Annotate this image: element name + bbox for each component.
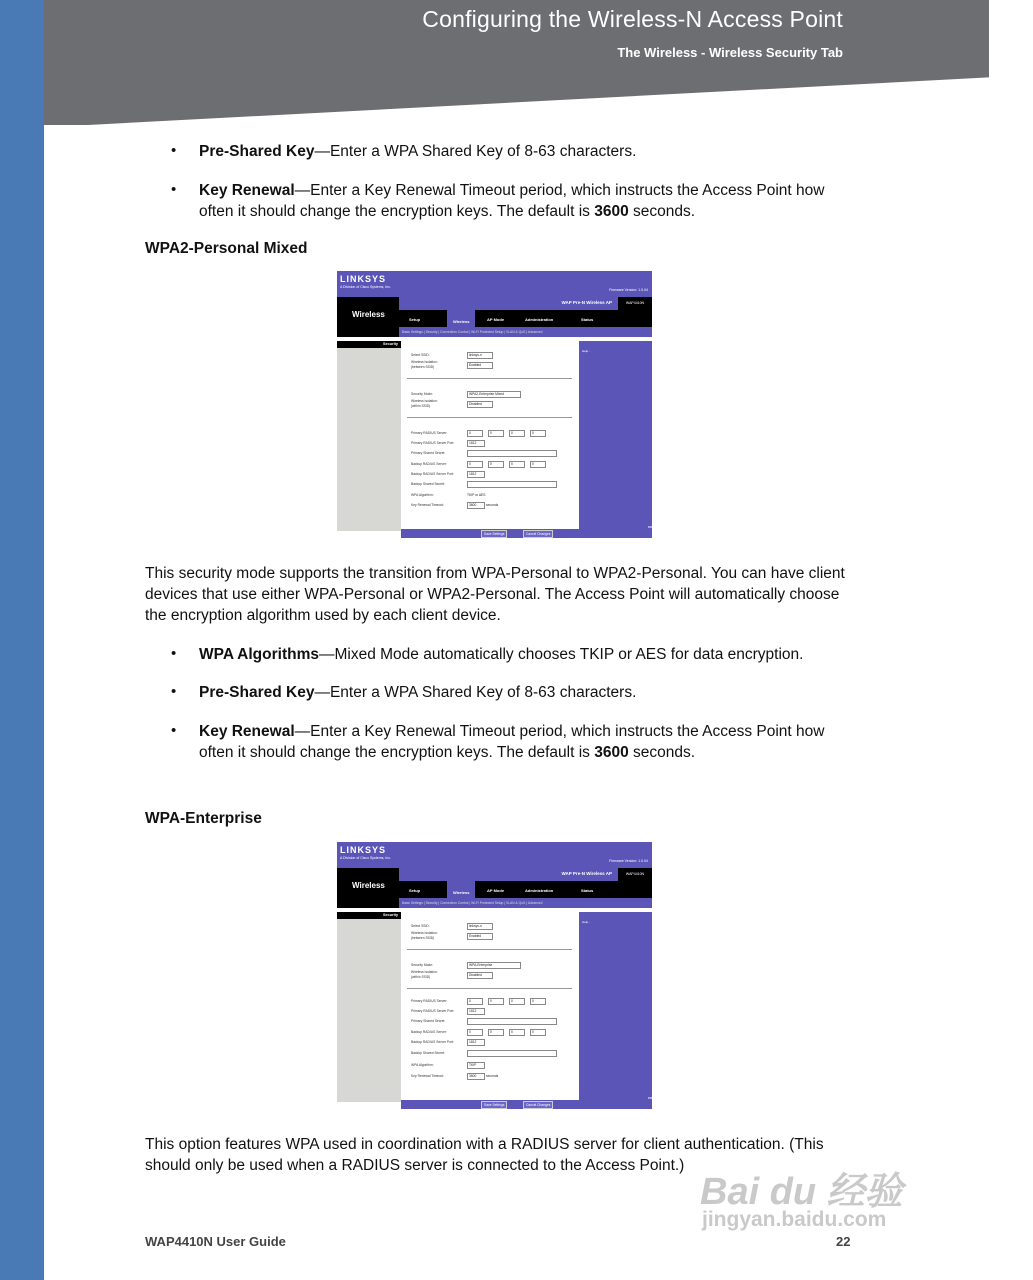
select-isolation-between[interactable]: Enabled: [467, 933, 493, 940]
input-backup-radius-3[interactable]: 0: [509, 461, 525, 468]
paragraph-wpa-enterprise: This option features WPA used in coordination with a RADIUS server for client authentication. (This should only be used when a RADIUS server is connected to the Access Point.): [145, 1136, 824, 1174]
label-isolation-between: Wireless Isolation:: [411, 360, 438, 364]
input-primary-radius-1[interactable]: 0: [467, 998, 483, 1005]
label-backup-radius-port: Backup RADIUS Server Port:: [411, 1040, 454, 1044]
security-label: Security: [337, 912, 401, 919]
input-primary-radius-3[interactable]: 0: [509, 430, 525, 437]
input-primary-radius-2[interactable]: 0: [488, 998, 504, 1005]
label-backup-radius: Backup RADIUS Server:: [411, 462, 447, 466]
select-wpa-algorithm[interactable]: TKIP: [467, 1062, 485, 1069]
select-security-mode[interactable]: WPA-Enterprise: [467, 962, 521, 969]
logo-subtitle: A Division of Cisco Systems, Inc.: [340, 856, 391, 860]
label-isolation-within-sub: (within SSID): [411, 975, 431, 979]
baidu-watermark: Bai du 经验: [700, 1171, 903, 1213]
linksys-header: [337, 842, 652, 868]
input-primary-radius-3[interactable]: 0: [509, 998, 525, 1005]
input-backup-radius-3[interactable]: 0: [509, 1029, 525, 1036]
save-settings-button[interactable]: Save Settings: [481, 1101, 507, 1109]
input-primary-radius-port[interactable]: 1812: [467, 440, 485, 447]
label-backup-radius: Backup RADIUS Server:: [411, 1030, 447, 1034]
tab-setup[interactable]: Setup: [409, 888, 421, 893]
footer-page-number: 22: [836, 1234, 851, 1249]
label-backup-radius-port: Backup RADIUS Server Port:: [411, 472, 454, 476]
input-backup-radius-1[interactable]: 0: [467, 461, 483, 468]
label-isolation-between-sub: (between SSID): [411, 936, 435, 940]
input-primary-secret[interactable]: [467, 450, 557, 457]
label-isolation-within-sub: (within SSID): [411, 404, 431, 408]
select-isolation-within[interactable]: Disabled: [467, 972, 493, 979]
label-wpa-algorithm: WPA Algorithm:: [411, 493, 434, 497]
bullet-dot: •: [171, 645, 177, 662]
select-security-mode[interactable]: WPA2-Enterprise Mixed: [467, 391, 521, 398]
bullet-dot: •: [171, 142, 177, 159]
screenshot-wpa-enterprise: [337, 842, 659, 1110]
bullet-dot: •: [171, 722, 177, 739]
input-backup-radius-4[interactable]: 0: [530, 1029, 546, 1036]
input-key-renewal[interactable]: 3600: [467, 1073, 485, 1080]
main-tabs: [399, 310, 652, 327]
bullet-dot: •: [171, 181, 177, 198]
input-primary-radius-4[interactable]: 0: [530, 430, 546, 437]
left-grey-column: [337, 348, 401, 531]
tab-ap-mode[interactable]: AP Mode: [487, 888, 505, 893]
input-backup-secret[interactable]: [467, 1050, 557, 1057]
settings-panel: [401, 912, 579, 1102]
baidu-watermark-url: jingyan.baidu.com: [702, 1208, 887, 1231]
seconds-unit: seconds: [486, 503, 499, 507]
label-isolation-within: Wireless Isolation:: [411, 399, 438, 403]
tab-status[interactable]: Status: [581, 888, 594, 893]
value-wpa-algorithm: TKIP or AES: [467, 493, 486, 497]
tab-administration[interactable]: Administration: [525, 888, 554, 893]
paragraph-wpa2-mixed: This security mode supports the transition from WPA-Personal to WPA2-Personal. You can have client devices that use either WPA-Personal or WPA2-Personal. The Access Point will automatically choose the encryption algorithm used by each client device.: [145, 565, 845, 624]
product-bar: [399, 297, 652, 310]
section-heading-wpa2-personal-mixed: WPA2-Personal Mixed: [145, 240, 308, 257]
button-bar: [401, 1100, 652, 1109]
security-label: Security: [337, 341, 401, 348]
label-primary-radius: Primary RADIUS Server:: [411, 431, 448, 435]
input-backup-radius-port[interactable]: 1812: [467, 1039, 485, 1046]
screenshot-wpa2-personal-mixed: [337, 271, 659, 539]
product-bar: [399, 868, 652, 881]
product-name: WAP Pre-N Wireless AP: [561, 871, 612, 876]
label-backup-secret: Backup Shared Secret:: [411, 482, 445, 486]
select-ssid[interactable]: linksys-n: [467, 352, 493, 359]
tab-status[interactable]: Status: [581, 317, 594, 322]
label-ssid: Select SSID:: [411, 353, 430, 357]
select-isolation-within[interactable]: Disabled: [467, 401, 493, 408]
label-security-mode: Security Mode:: [411, 392, 433, 396]
bullet-wpa-algorithms: WPA Algorithms—Mixed Mode automatically chooses TKIP or AES for data encryption.: [199, 646, 804, 663]
save-settings-button[interactable]: Save Settings: [481, 530, 507, 538]
sub-tab-links[interactable]: Basic Settings | Security | Connection Control | Wi-Fi Protected Setup | VLAN & QoS | Advanced: [402, 330, 543, 334]
divider: [407, 417, 572, 418]
linksys-logo: LINKSYS: [340, 274, 387, 284]
input-backup-radius-port[interactable]: 1812: [467, 471, 485, 478]
bullet-key-renewal: Key Renewal—Enter a Key Renewal Timeout period, which instructs the Access Point how often it should change the encryption keys. The default is 3600 seconds.: [199, 182, 825, 220]
label-primary-secret: Primary Shared Secret:: [411, 1019, 446, 1023]
sub-tab-links[interactable]: Basic Settings | Security | Connection Control | Wi-Fi Protected Setup | VLAN & QoS | Advanced: [402, 901, 543, 905]
section-label-block: Wireless: [337, 297, 399, 337]
tab-setup[interactable]: Setup: [409, 317, 421, 322]
input-backup-secret[interactable]: [467, 481, 557, 488]
model-number: WAP4410N: [618, 297, 652, 310]
label-primary-secret: Primary Shared Secret:: [411, 451, 446, 455]
input-primary-radius-1[interactable]: 0: [467, 430, 483, 437]
label-primary-radius: Primary RADIUS Server:: [411, 999, 448, 1003]
label-wpa-algorithm: WPA Algorithm:: [411, 1063, 434, 1067]
page-header-title: Configuring the Wireless-N Access Point: [422, 6, 843, 32]
input-primary-radius-4[interactable]: 0: [530, 998, 546, 1005]
logo-subtitle: A Division of Cisco Systems, Inc.: [340, 285, 391, 289]
select-ssid[interactable]: linksys-n: [467, 923, 493, 930]
input-primary-secret[interactable]: [467, 1018, 557, 1025]
bullet-preshared-key-2: Pre-Shared Key—Enter a WPA Shared Key of 8-63 characters.: [199, 684, 637, 701]
select-isolation-between[interactable]: Enabled: [467, 362, 493, 369]
main-tabs: [399, 881, 652, 898]
bullet-dot: •: [171, 683, 177, 700]
linksys-header: [337, 271, 652, 297]
product-name: WAP Pre-N Wireless AP: [561, 300, 612, 305]
label-backup-secret: Backup Shared Secret:: [411, 1051, 445, 1055]
label-primary-radius-port: Primary RADIUS Server Port:: [411, 441, 455, 445]
cancel-changes-button[interactable]: Cancel Changes: [523, 530, 553, 538]
help-link[interactable]: Help...: [582, 920, 591, 924]
firmware-version: Firmware Version: 1.0.04: [609, 859, 648, 863]
footer-guide-name: WAP4410N User Guide: [145, 1234, 286, 1249]
page-header-subtitle: The Wireless - Wireless Security Tab: [617, 45, 843, 60]
input-key-renewal[interactable]: 3600: [467, 502, 485, 509]
tab-wireless[interactable]: Wireless: [447, 881, 475, 898]
input-primary-radius-2[interactable]: 0: [488, 430, 504, 437]
input-primary-radius-port[interactable]: 1812: [467, 1008, 485, 1015]
label-isolation-between-sub: (between SSID): [411, 365, 435, 369]
label-key-renewal: Key Renewal Timeout:: [411, 1074, 444, 1078]
help-column: Help... CISCO.: [579, 912, 652, 1100]
cancel-changes-button[interactable]: Cancel Changes: [523, 1101, 553, 1109]
help-link[interactable]: Help...: [582, 349, 591, 353]
divider: [407, 949, 572, 950]
label-primary-radius-port: Primary RADIUS Server Port:: [411, 1009, 455, 1013]
tab-wireless[interactable]: Wireless: [447, 310, 475, 327]
bullet-preshared-key: Pre-Shared Key—Enter a WPA Shared Key of 8-63 characters.: [199, 143, 637, 160]
tab-administration[interactable]: Administration: [525, 317, 554, 322]
button-bar: [401, 529, 652, 538]
input-backup-radius-4[interactable]: 0: [530, 461, 546, 468]
left-color-stripe: [0, 0, 44, 1280]
left-grey-column: [337, 919, 401, 1102]
input-backup-radius-1[interactable]: 0: [467, 1029, 483, 1036]
label-ssid: Select SSID:: [411, 924, 430, 928]
linksys-logo: LINKSYS: [340, 845, 387, 855]
bullet-key-renewal-2: Key Renewal—Enter a Key Renewal Timeout period, which instructs the Access Point how often it should change the encryption keys. The default is 3600 seconds.: [199, 723, 825, 761]
section-label-block: Wireless: [337, 868, 399, 908]
sub-tabs: [399, 898, 652, 908]
tab-ap-mode[interactable]: AP Mode: [487, 317, 505, 322]
section-heading-wpa-enterprise: WPA-Enterprise: [145, 810, 262, 827]
label-key-renewal: Key Renewal Timeout:: [411, 503, 444, 507]
help-column: Help... CISCO.: [579, 341, 652, 529]
model-number: WAP4410N: [618, 868, 652, 881]
label-isolation-between: Wireless Isolation:: [411, 931, 438, 935]
divider: [407, 378, 572, 379]
firmware-version: Firmware Version: 1.0.04: [609, 288, 648, 292]
input-backup-radius-2[interactable]: 0: [488, 1029, 504, 1036]
settings-panel: [401, 341, 579, 531]
seconds-unit: seconds: [486, 1074, 499, 1078]
sub-tabs: [399, 327, 652, 337]
label-security-mode: Security Mode:: [411, 963, 433, 967]
input-backup-radius-2[interactable]: 0: [488, 461, 504, 468]
label-isolation-within: Wireless Isolation:: [411, 970, 438, 974]
divider: [407, 988, 572, 989]
